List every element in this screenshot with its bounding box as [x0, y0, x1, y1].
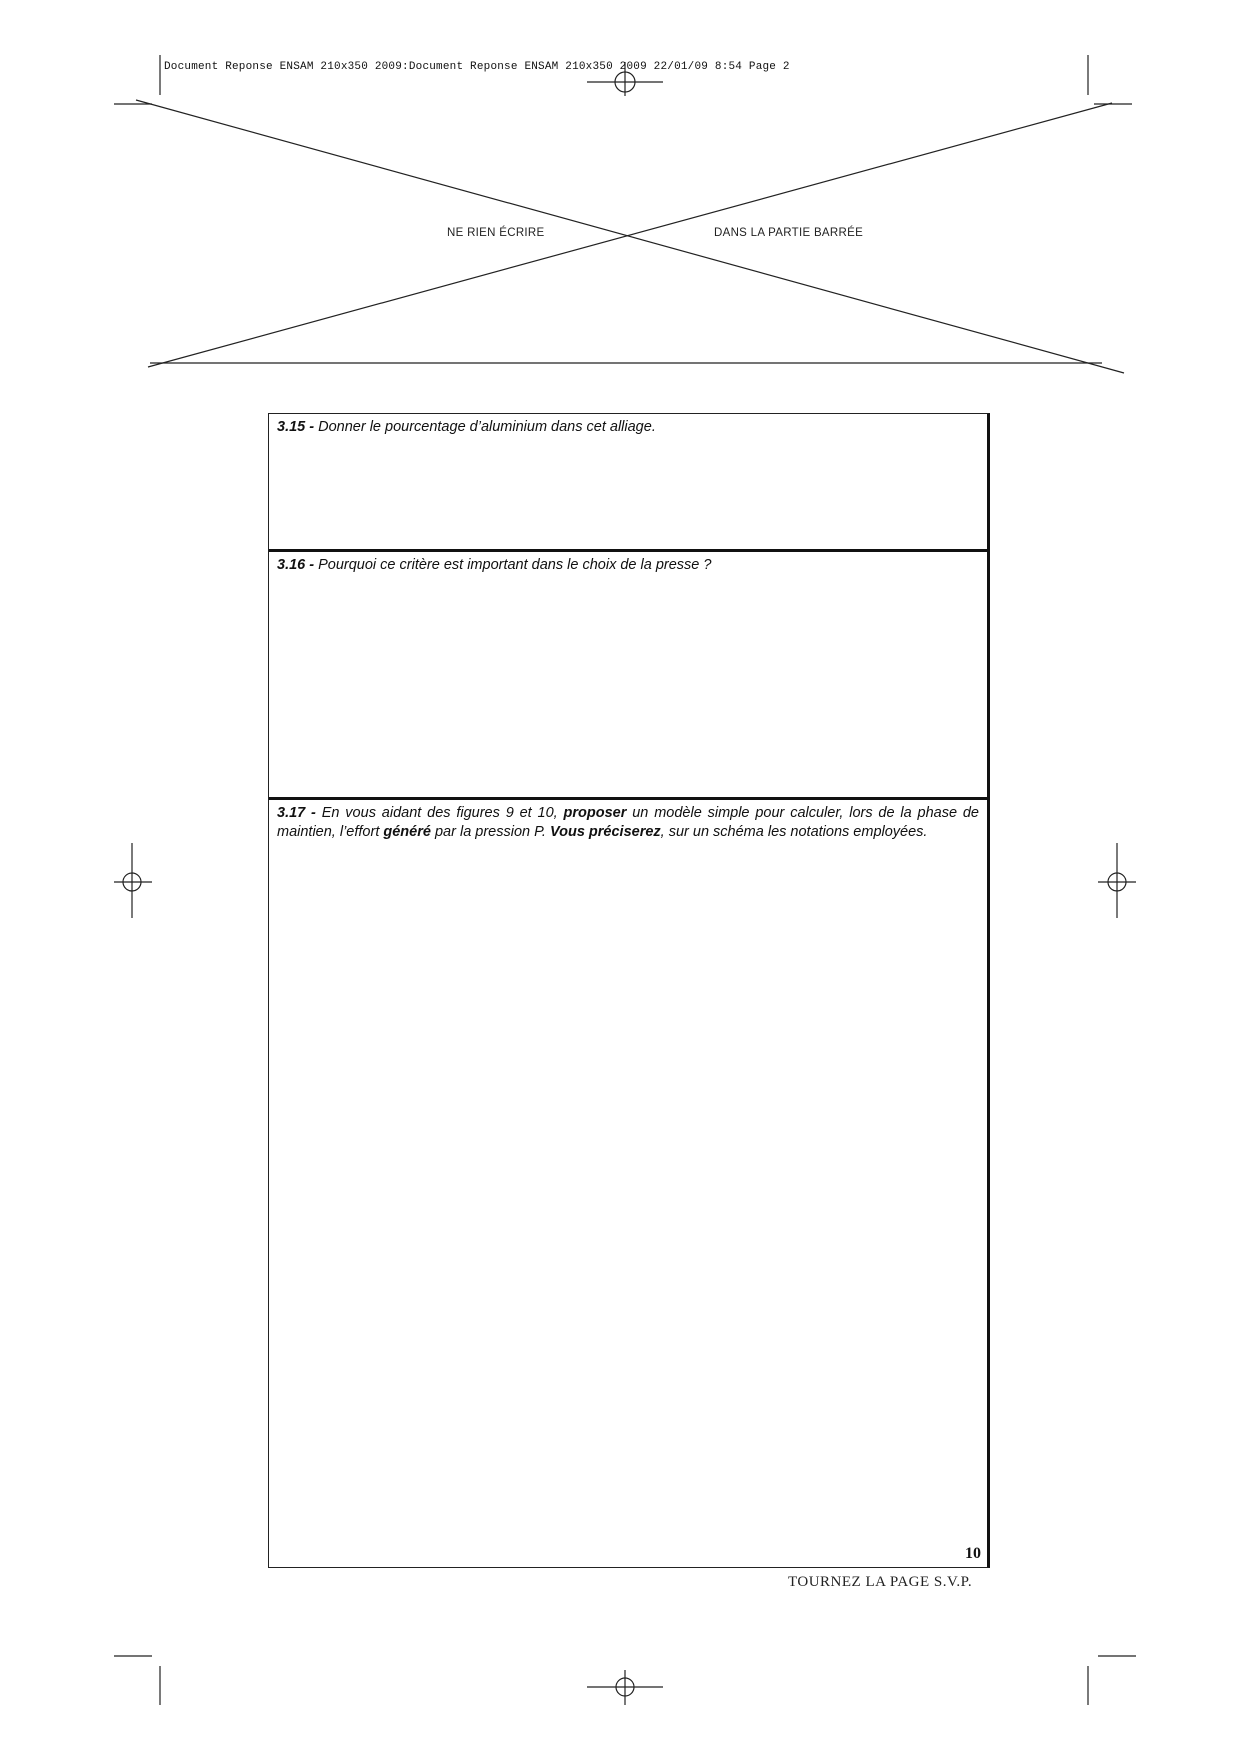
- question-number: 3.16 -: [277, 557, 319, 573]
- answer-frame: [268, 413, 990, 1568]
- question-3-17: [277, 804, 979, 842]
- question-3-16: [277, 556, 979, 575]
- barred-zone-right-label: DANS LA PARTIE BARRÉE: [714, 227, 864, 239]
- print-slug-line: Document Reponse ENSAM 210x350 2009:Document Reponse ENSAM 210x350 2009 22/01/09 8:54 Page 2: [164, 61, 790, 73]
- barred-zone-left-label: NE RIEN ÉCRIRE: [447, 227, 545, 239]
- question-text: Pourquoi ce critère est important dans le choix de la presse ?: [318, 557, 712, 573]
- question-number: 3.15 -: [277, 419, 319, 435]
- page-number: 10: [965, 1545, 981, 1562]
- question-text-part: par la pression P.: [430, 824, 550, 840]
- turn-page-note: TOURNEZ LA PAGE S.V.P.: [788, 1574, 973, 1590]
- question-text-emphasis: généré: [383, 824, 431, 840]
- question-text-part: un modèle simple pour calculer, lors de la phase de maintien, l’effort: [277, 805, 979, 840]
- question-text-part: En vous aidant des figures 9 et 10,: [321, 805, 564, 821]
- question-text-part: , sur un schéma les notations employées.: [660, 824, 928, 840]
- question-number: 3.17 -: [277, 805, 322, 821]
- answer-area-3-15[interactable]: [269, 414, 987, 549]
- question-text-emphasis: proposer: [563, 805, 627, 821]
- answer-area-3-17[interactable]: [269, 797, 987, 1567]
- question-text-emphasis: Vous préciserez: [549, 824, 661, 840]
- question-3-15: [277, 418, 979, 437]
- question-text: Donner le pourcentage d’aluminium dans cet alliage.: [318, 419, 656, 435]
- answer-area-3-16[interactable]: [269, 549, 987, 800]
